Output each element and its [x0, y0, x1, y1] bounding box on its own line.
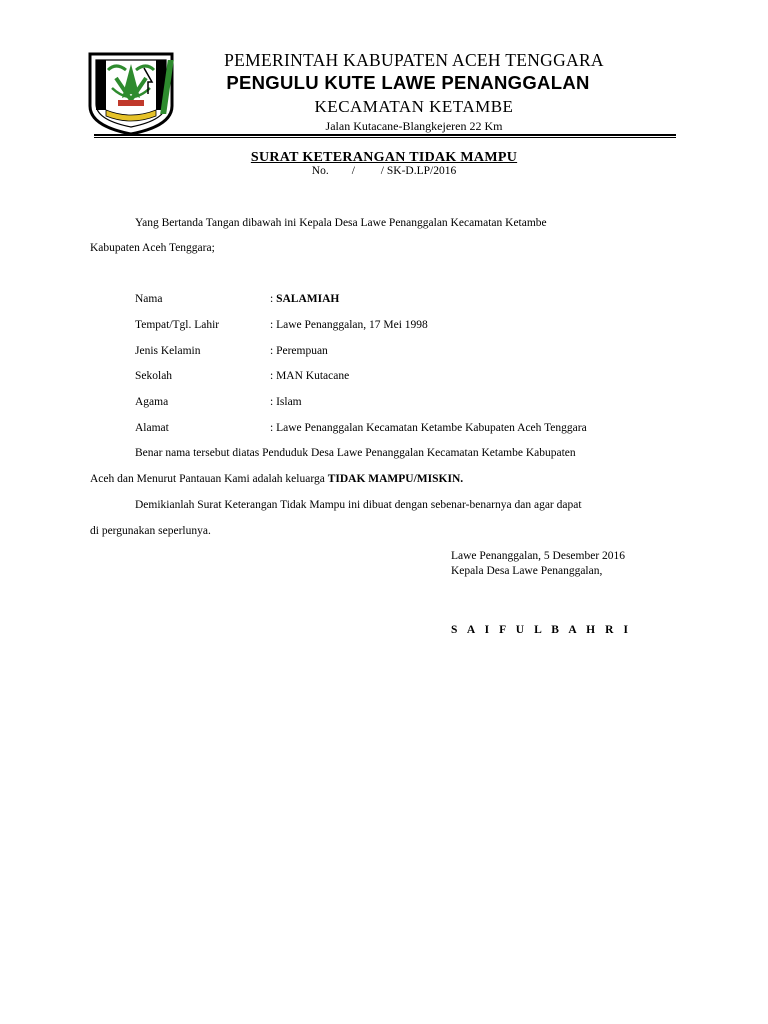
signature-name: S A I F U L B A H R I — [451, 624, 632, 636]
header-divider — [94, 134, 676, 136]
field-value-address: : Lawe Penanggalan Kecamatan Ketambe Kabupaten Aceh Tenggara — [270, 422, 587, 434]
field-value-birth: : Lawe Penanggalan, 17 Mei 1998 — [270, 319, 428, 331]
field-colon: : — [270, 293, 277, 305]
opening-line-1: Yang Bertanda Tangan dibawah ini Kepala Desa Lawe Penanggalan Kecamatan Ketambe — [135, 217, 547, 229]
letter-title: SURAT KETERANGAN TIDAK MAMPU — [250, 150, 518, 165]
header-government: PEMERINTAH KABUPATEN ACEH TENGGARA — [224, 50, 604, 70]
closing-line-2: di pergunakan seperlunya. — [90, 525, 211, 537]
closing-line-1: Demikianlah Surat Keterangan Tidak Mampu ini dibuat dengan sebenar-benarnya dan agar dapat — [135, 499, 582, 511]
statement-line-2-text: Aceh dan Menurut Pantauan Kami adalah keluarga — [90, 473, 328, 485]
field-label-religion: Agama — [135, 396, 169, 408]
header-address: Jalan Kutacane-Blangkejeren 22 Km — [325, 119, 503, 133]
field-value-gender: : Perempuan — [270, 345, 328, 357]
statement-line-2 — [90, 473, 463, 485]
field-label-address: Alamat — [135, 422, 169, 434]
field-label-school: Sekolah — [135, 370, 173, 382]
field-label-gender: Jenis Kelamin — [135, 345, 201, 357]
signature-position: Kepala Desa Lawe Penanggalan, — [451, 565, 603, 577]
field-label-name: Nama — [135, 293, 163, 305]
field-name-bold: SALAMIAH — [276, 293, 340, 305]
field-label-birth: Tempat/Tgl. Lahir — [135, 319, 220, 331]
letter-number: No. / / SK-D.LP/2016 — [311, 165, 457, 177]
field-value-religion: : Islam — [270, 396, 302, 408]
opening-line-2: Kabupaten Aceh Tenggara; — [90, 242, 215, 254]
header-district: KECAMATAN KETAMBE — [314, 97, 514, 116]
header-office: PENGULU KUTE LAWE PENANGGALAN — [226, 72, 590, 93]
statement-poverty-status: TIDAK MAMPU/MISKIN. — [327, 473, 464, 485]
field-value-name — [270, 293, 339, 305]
signature-place-date: Lawe Penanggalan, 5 Desember 2016 — [451, 550, 626, 562]
statement-line-1: Benar nama tersebut diatas Penduduk Desa Lawe Penanggalan Kecamatan Ketambe Kabupaten — [135, 447, 576, 459]
header-divider-thin — [94, 137, 676, 138]
field-value-school: : MAN Kutacane — [270, 370, 350, 382]
